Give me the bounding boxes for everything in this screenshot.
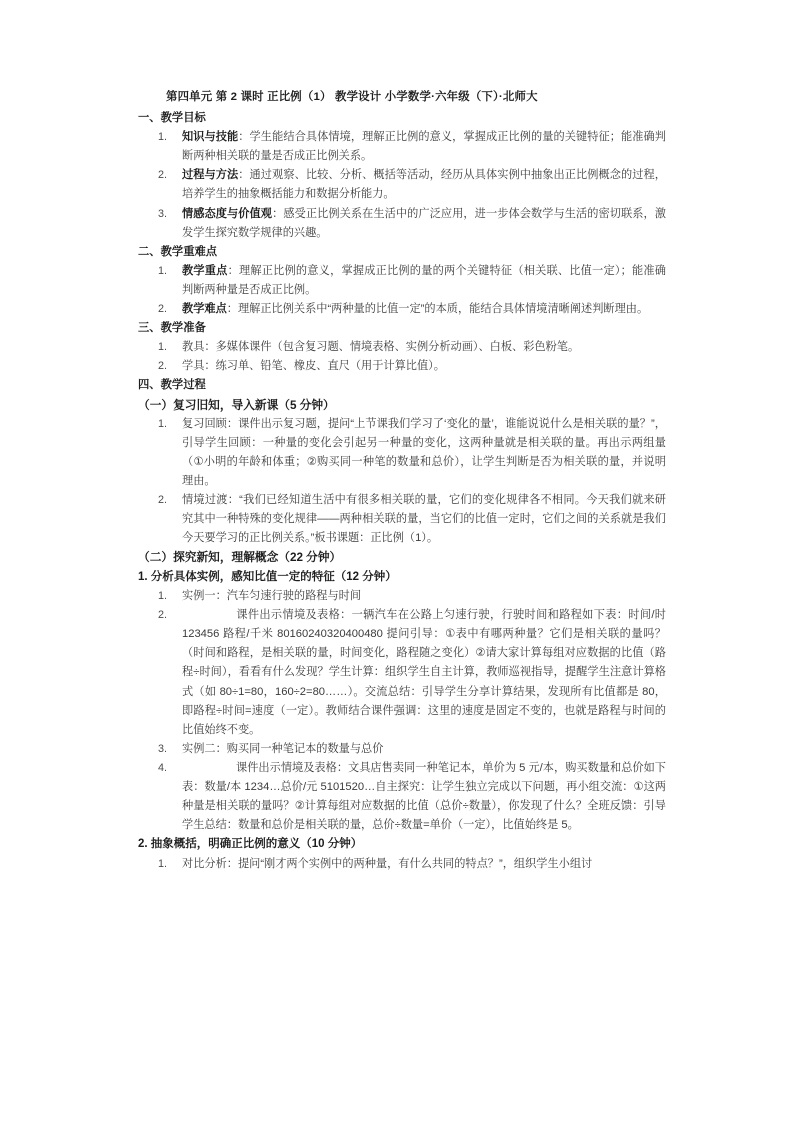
key-points-list — [138, 262, 666, 319]
block-heading-abstract-concept: 2. 抽象概括，明确正比例的意义（10 分钟） — [138, 838, 363, 851]
list-item-text: 教具：多媒体课件（包含复习题、情境表格、实例分析动画）、白板、彩色粉笔。 — [182, 341, 580, 354]
list-item — [138, 166, 666, 204]
list-item-text: 复习回顾：课件出示复习题，提问“上节课我们学习了‘变化的量’，谁能说说什么是相关联的量？”，引导学生回顾：一种量的变化会引起另一种量的变化，这两种量就是相关联的量。再出示两组量（①小明的年龄和体重；②购买同一种笔的数量和总价），让学生判断是否为相关联的量，并说明理由。 — [182, 417, 666, 488]
section-heading-objectives: 一、教学目标 — [138, 112, 206, 125]
review-list — [138, 415, 666, 549]
list-item-text: 课件出示情境及表格：文具店售卖同一种笔记本，单价为 5 元/本，购买数量和总价如下表：数量/本 1234…总价/元 5101520…自主探究：让学生独立完成以下问题，再小组交流：①这两种量是相关联的量吗？②计算每组对应数据的比值（总价÷数量），你发现了什么？全班反馈：引导学生总结：数量和总价是相关联的量，总价÷数量=单价（一定），比值始终是 5。 — [182, 761, 666, 832]
objectives-list — [138, 128, 666, 243]
list-item-text: ：通过观察、比较、分析、概括等活动，经历从具体实例中抽象出正比例概念的过程，培养学生的抽象概括能力和数据分析能力。 — [182, 169, 666, 201]
list-item-text: 情境过渡：“我们已经知道生活中有很多相关联的量，它们的变化规律各不相同。今天我们就来研究其中一种特殊的变化规律——两种相关联的量，当它们的比值一定时，它们之间的关系就是我们今天要学习的正比例关系。”板书课题：正比例（1）。 — [182, 494, 666, 545]
list-item-text: ：理解正比例的意义，掌握成正比例的量的两个关键特征（相关联、比值一定）；能准确判断两种量是否成正比例。 — [182, 264, 666, 296]
analyze-examples-list — [138, 587, 666, 835]
list-item-runin: 教学重点 — [182, 264, 228, 277]
list-item — [138, 415, 666, 491]
list-item — [138, 587, 666, 606]
list-item — [138, 262, 666, 300]
list-item-text: ：学生能结合具体情境，理解正比例的意义，掌握成正比例的量的关键特征；能准确判断两种相关联的量是否成正比例关系。 — [182, 131, 666, 163]
section-heading-preparation: 三、教学准备 — [138, 322, 206, 335]
list-item — [138, 606, 666, 740]
preparation-list — [138, 338, 666, 376]
abstract-concept-list — [138, 855, 666, 874]
subsection-heading-explore: （二）探究新知，理解概念（22 分钟） — [138, 551, 342, 565]
list-item-runin: 过程与方法 — [182, 169, 239, 182]
list-item — [138, 338, 666, 357]
section-heading-key-points: 二、教学重难点 — [138, 245, 218, 258]
document-title: 第四单元 第 2 课时 正比例（1） 教学设计 小学数学·六年级（下）·北师大 — [166, 91, 538, 103]
list-item-runin: 教学难点 — [182, 303, 227, 316]
list-item-text: ：感受正比例关系在生活中的广泛应用，进一步体会数学与生活的密切联系，激发学生探究数学规律的兴趣。 — [182, 207, 666, 239]
list-item-runin: 情感态度与价值观 — [182, 207, 273, 220]
list-item — [138, 759, 666, 835]
list-item-text: 实例一：汽车匀速行驶的路程与时间 — [182, 590, 362, 603]
list-item-text: 学具：练习单、铅笔、橡皮、直尺（用于计算比值）。 — [182, 360, 445, 373]
list-item-text: 对比分析：提问“刚才两个实例中的两种量，有什么共同的特点？”，组织学生小组讨 — [182, 857, 593, 870]
list-item — [138, 128, 666, 166]
list-item — [138, 205, 666, 243]
list-item — [138, 491, 666, 548]
list-item-text: 课件出示情境及表格：一辆汽车在公路上匀速行驶，行驶时间和路程如下表：时间/时 123456 路程/千米 80160240320400480 提问引导：①表中有哪两种量？它们是相关联的量吗？（时间和路程，是相关联的量，时间变化，路程随之变化）②请大家计算每组对应数据的比值（路程÷时间），看看有什么发现？学生计算：组织学生自主计算，教师巡视指导，提醒学生注意计算格式（如 80÷1=80，160÷2=80……）。交流总结：引导学生分享计算结果，发现所有比值都是 80，即路程÷时间=速度（一定）。教师结合课件强调：这里的速度是固定不变的，也就是路程与时间的比值始终不变。 — [182, 609, 666, 736]
list-item-text: 实例二：购买同一种笔记本的数量与总价 — [182, 742, 384, 755]
list-item — [138, 855, 666, 874]
list-item — [138, 300, 666, 319]
subsection-heading-review: （一）复习旧知，导入新课（5 分钟） — [138, 398, 335, 412]
section-heading-process: 四、教学过程 — [138, 379, 206, 392]
document-body — [138, 88, 666, 874]
block-heading-analyze-examples: 1. 分析具体实例，感知比值一定的特征（12 分钟） — [138, 570, 397, 583]
list-item-text: ：理解正比例关系中“两种量的比值一定”的本质，能结合具体情境清晰阐述判断理由。 — [226, 303, 649, 316]
list-item — [138, 357, 666, 376]
list-item-runin: 知识与技能 — [182, 131, 239, 144]
list-item — [138, 740, 666, 759]
